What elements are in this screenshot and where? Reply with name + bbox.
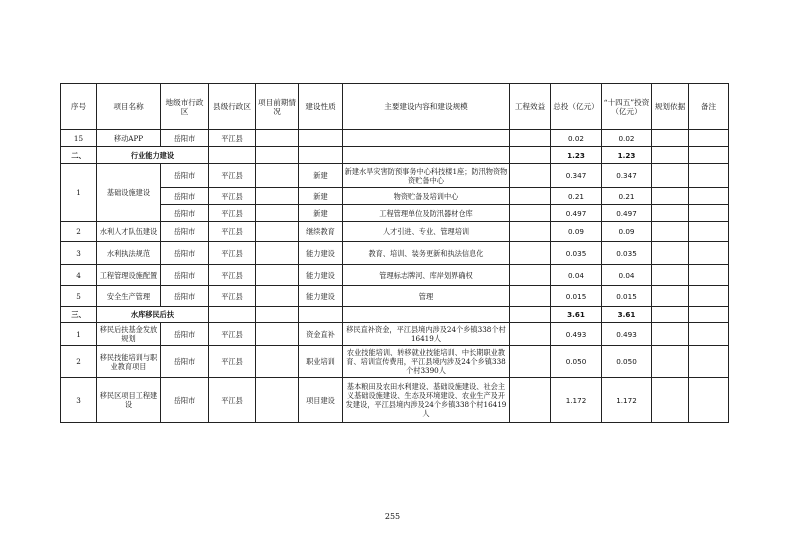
row-total: 0.02 bbox=[551, 130, 602, 147]
table-row bbox=[61, 164, 729, 188]
table-row bbox=[61, 323, 729, 346]
row-plan: 0.050 bbox=[602, 346, 652, 378]
row-name: 移民技能培训与职业教育项目 bbox=[97, 346, 161, 378]
row-no: 1 bbox=[61, 323, 97, 346]
row-total: 0.050 bbox=[551, 346, 602, 378]
header-effect: 工程效益 bbox=[510, 84, 551, 130]
section-total: 1.23 bbox=[551, 147, 602, 164]
header-basis: 规划依据 bbox=[652, 84, 689, 130]
row-no: 15 bbox=[61, 130, 97, 147]
row-city: 岳阳市 bbox=[161, 130, 209, 147]
row-name: 移民后扶基金发放规划 bbox=[97, 323, 161, 346]
table-row bbox=[61, 378, 729, 423]
section-plan: 3.61 bbox=[602, 307, 652, 323]
row-name: 安全生产管理 bbox=[97, 286, 161, 307]
row-content: 工程管理单位及防汛器材仓库 bbox=[343, 205, 510, 222]
header-status: 项目前期情况 bbox=[256, 84, 299, 130]
investment-table bbox=[60, 83, 729, 423]
row-nature: 新建 bbox=[299, 188, 343, 205]
header-county: 县级行政区 bbox=[209, 84, 256, 130]
table-row bbox=[61, 205, 729, 222]
row-total: 0.04 bbox=[551, 265, 602, 286]
section-title: 行业能力建设 bbox=[97, 147, 209, 164]
row-county: 平江县 bbox=[209, 378, 256, 423]
row-nature: 资金直补 bbox=[299, 323, 343, 346]
section-total: 3.61 bbox=[551, 307, 602, 323]
row-nature: 能力建设 bbox=[299, 265, 343, 286]
row-county: 平江县 bbox=[209, 265, 256, 286]
row-nature: 继续教育 bbox=[299, 222, 343, 242]
row-name: 基础设施建设 bbox=[97, 164, 161, 222]
row-name: 水利人才队伍建设 bbox=[97, 222, 161, 242]
row-no: 2 bbox=[61, 346, 97, 378]
row-name: 移民区项目工程建设 bbox=[97, 378, 161, 423]
row-county: 平江县 bbox=[209, 286, 256, 307]
row-plan: 0.497 bbox=[602, 205, 652, 222]
table-row bbox=[61, 346, 729, 378]
header-total: 总投（亿元） bbox=[551, 84, 602, 130]
row-plan: 0.015 bbox=[602, 286, 652, 307]
row-total: 0.015 bbox=[551, 286, 602, 307]
header-name: 项目名称 bbox=[97, 84, 161, 130]
row-total: 0.497 bbox=[551, 205, 602, 222]
row-content: 农业技能培训、转移就业技能培训、中长期职业教育、培训宣传费用，平江县境内涉及24个乡镇338个村3390人 bbox=[343, 346, 510, 378]
row-city: 岳阳市 bbox=[161, 265, 209, 286]
row-content: 人才引进、专业、管理培训 bbox=[343, 222, 510, 242]
section-row bbox=[61, 147, 729, 164]
header-no: 序号 bbox=[61, 84, 97, 130]
row-plan: 0.21 bbox=[602, 188, 652, 205]
row-content: 移民直补资金，平江县境内涉及24个乡镇338个村16419人 bbox=[343, 323, 510, 346]
row-nature: 职业培训 bbox=[299, 346, 343, 378]
row-name: 移动APP bbox=[97, 130, 161, 147]
row-content: 管理 bbox=[343, 286, 510, 307]
row-county: 平江县 bbox=[209, 164, 256, 188]
row-city: 岳阳市 bbox=[161, 222, 209, 242]
row-county: 平江县 bbox=[209, 130, 256, 147]
row-county: 平江县 bbox=[209, 346, 256, 378]
header-nature: 建设性质 bbox=[299, 84, 343, 130]
row-plan: 1.172 bbox=[602, 378, 652, 423]
table-row bbox=[61, 222, 729, 242]
row-content: 新建水旱灾害防预事务中心科技楼1座；防汛物资物资贮备中心 bbox=[343, 164, 510, 188]
row-no: 3 bbox=[61, 242, 97, 265]
section-no: 二、 bbox=[61, 147, 97, 164]
row-city: 岳阳市 bbox=[161, 242, 209, 265]
row-remark bbox=[689, 130, 729, 147]
row-city: 岳阳市 bbox=[161, 205, 209, 222]
row-no: 4 bbox=[61, 265, 97, 286]
row-total: 0.21 bbox=[551, 188, 602, 205]
row-county: 平江县 bbox=[209, 242, 256, 265]
section-plan: 1.23 bbox=[602, 147, 652, 164]
table-row bbox=[61, 265, 729, 286]
section-title: 水库移民后扶 bbox=[97, 307, 209, 323]
row-no: 1 bbox=[61, 164, 97, 222]
table-row bbox=[61, 130, 729, 147]
header-content: 主要建设内容和建设规模 bbox=[343, 84, 510, 130]
row-city: 岳阳市 bbox=[161, 323, 209, 346]
row-city: 岳阳市 bbox=[161, 378, 209, 423]
header-remark: 备注 bbox=[689, 84, 729, 130]
row-plan: 0.04 bbox=[602, 265, 652, 286]
section-no: 三、 bbox=[61, 307, 97, 323]
row-city: 岳阳市 bbox=[161, 286, 209, 307]
row-nature bbox=[299, 130, 343, 147]
row-total: 1.172 bbox=[551, 378, 602, 423]
row-plan: 0.493 bbox=[602, 323, 652, 346]
row-county: 平江县 bbox=[209, 188, 256, 205]
header-plan: “十四五”投资（亿元） bbox=[602, 84, 652, 130]
row-city: 岳阳市 bbox=[161, 346, 209, 378]
row-plan: 0.347 bbox=[602, 164, 652, 188]
row-plan: 0.02 bbox=[602, 130, 652, 147]
section-row bbox=[61, 307, 729, 323]
row-nature: 能力建设 bbox=[299, 286, 343, 307]
row-total: 0.493 bbox=[551, 323, 602, 346]
row-county: 平江县 bbox=[209, 323, 256, 346]
row-content: 基本粮田及农田水利建设、基础设施建设、社会主义基础设施建设、生态及环境建设、农业生产及开发建设，平江县境内涉及24个乡镇338个村16419人 bbox=[343, 378, 510, 423]
row-nature: 能力建设 bbox=[299, 242, 343, 265]
row-nature: 新建 bbox=[299, 164, 343, 188]
row-plan: 0.09 bbox=[602, 222, 652, 242]
row-basis bbox=[652, 130, 689, 147]
row-nature: 新建 bbox=[299, 205, 343, 222]
table-row bbox=[61, 286, 729, 307]
row-plan: 0.035 bbox=[602, 242, 652, 265]
header-row bbox=[61, 84, 729, 130]
row-total: 0.09 bbox=[551, 222, 602, 242]
row-content: 物资贮备及培训中心 bbox=[343, 188, 510, 205]
row-city: 岳阳市 bbox=[161, 164, 209, 188]
row-content: 教育、培训、装务更新和执法信息化 bbox=[343, 242, 510, 265]
table-row bbox=[61, 188, 729, 205]
row-content: 管理标志牌河、库岸划界确权 bbox=[343, 265, 510, 286]
row-county: 平江县 bbox=[209, 205, 256, 222]
row-total: 0.035 bbox=[551, 242, 602, 265]
page-number: 255 bbox=[384, 512, 401, 521]
row-name: 工程管理设施配置 bbox=[97, 265, 161, 286]
row-name: 水利执法规范 bbox=[97, 242, 161, 265]
row-no: 3 bbox=[61, 378, 97, 423]
row-status bbox=[256, 130, 299, 147]
header-city: 地级市行政区 bbox=[161, 84, 209, 130]
row-nature: 项目建设 bbox=[299, 378, 343, 423]
row-no: 5 bbox=[61, 286, 97, 307]
row-city: 岳阳市 bbox=[161, 188, 209, 205]
row-content bbox=[343, 130, 510, 147]
row-total: 0.347 bbox=[551, 164, 602, 188]
table-row bbox=[61, 242, 729, 265]
row-county: 平江县 bbox=[209, 222, 256, 242]
row-no: 2 bbox=[61, 222, 97, 242]
row-effect bbox=[510, 130, 551, 147]
